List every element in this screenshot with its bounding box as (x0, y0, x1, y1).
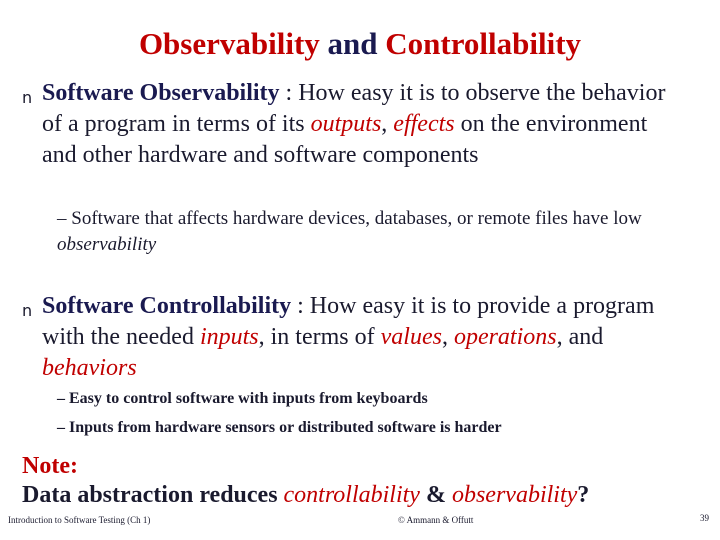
bullet2-term: Software Controllability (42, 293, 292, 319)
bullet1-term: Software Observability (42, 80, 280, 106)
bullet1-em-outputs: outputs (310, 111, 382, 137)
note-em-observability: observability (451, 482, 578, 508)
note-text-a: Data abstraction reduces (22, 482, 284, 508)
bullet-controllability (42, 291, 692, 384)
bullet2-sep: : (291, 293, 310, 319)
title-and: and (319, 26, 386, 61)
bullet2-text-d: , and (556, 324, 604, 350)
note-text-b: & (419, 482, 452, 508)
bullet2-em-inputs: inputs (199, 324, 259, 350)
sub1-em-observability: observability (57, 234, 157, 255)
bullet1-sep: : (279, 80, 299, 106)
sub-bullet-observability (57, 206, 707, 258)
bullet-observability (42, 78, 682, 171)
page-title (0, 26, 720, 62)
sub-bullet-sensors: – Inputs from hardware sensors or distributed software is harder (57, 419, 502, 436)
bullet-marker-2: n (22, 301, 33, 320)
note-em-controllability: controllability (283, 482, 420, 508)
note-text-c: ? (577, 482, 590, 508)
bullet1-em-effects: effects (393, 111, 455, 137)
bullet1-text-c: on the environment and other hardware and software components (42, 111, 648, 168)
footer-copyright: © Ammann & Offutt (398, 515, 474, 525)
footer-course: Introduction to Software Testing (Ch 1) (8, 515, 151, 525)
bullet1-text-a: How easy it is to observe the behavior of a program in terms of its (42, 80, 666, 137)
bullet2-em-operations: operations (453, 324, 557, 350)
bullet2-em-values: values (380, 324, 442, 350)
sub1-text: – Software that affects hardware devices, databases, or remote files have low (57, 208, 642, 229)
bullet2-text-c: , (441, 324, 454, 350)
footer-page-number: 39 (700, 513, 709, 523)
title-controllability: Controllability (385, 26, 582, 61)
sub-bullet-keyboards: – Easy to control software with inputs from keyboards (57, 390, 428, 407)
bullet2-text-b: , in terms of (258, 324, 381, 350)
note-block (22, 452, 589, 510)
bullet-marker-1: n (22, 88, 33, 107)
bullet2-em-behaviors: behaviors (42, 355, 137, 381)
bullet1-text-b: , (381, 111, 394, 137)
note-label: Note: (22, 453, 78, 479)
bullet2-text-a: How easy it is to provide a program with the needed (42, 293, 655, 350)
title-observability: Observability (138, 26, 320, 61)
note-text (22, 481, 589, 510)
